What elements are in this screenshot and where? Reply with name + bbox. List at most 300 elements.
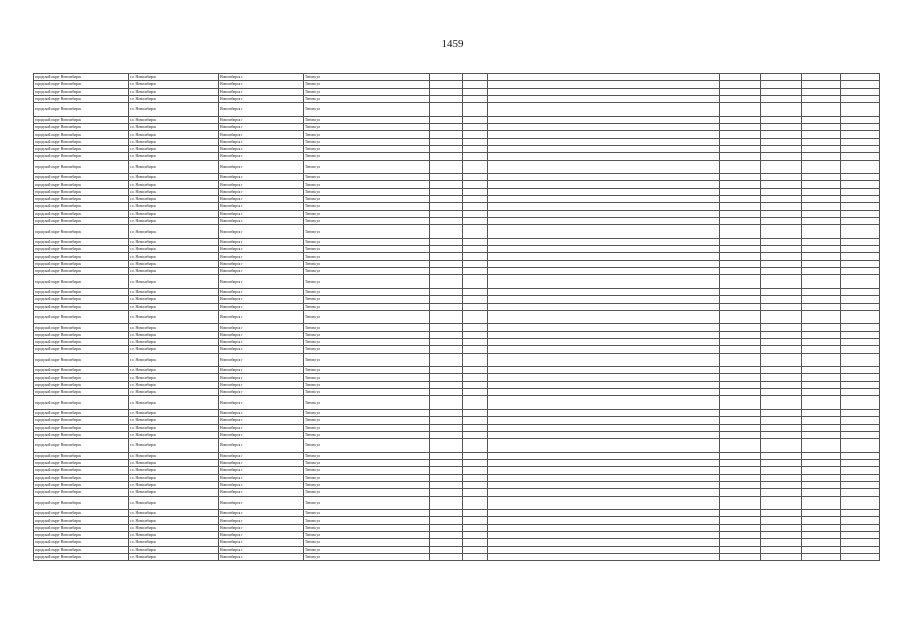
district-cell: г.о. Новосибирск <box>129 467 219 474</box>
municipality-cell: городской округ Новосибирск <box>34 246 129 253</box>
district-cell: г.о. Новосибирск <box>129 145 219 152</box>
district-cell: г.о. Новосибирск <box>129 246 219 253</box>
street-cell: Титова ул <box>304 238 430 245</box>
period-start-cell <box>802 546 841 553</box>
city-cell: Новосибирск г <box>219 524 304 531</box>
street-cell: Титова ул <box>304 181 430 188</box>
year-built-cell <box>463 81 488 88</box>
col-9-cell <box>761 103 802 117</box>
table-row <box>34 532 880 539</box>
table-row <box>34 160 880 174</box>
year-built-cell <box>463 196 488 203</box>
house-number-cell <box>430 524 463 531</box>
period-start-cell <box>802 481 841 488</box>
col-9-cell <box>761 310 802 324</box>
street-cell: Титова ул <box>304 296 430 303</box>
col-9-cell <box>761 181 802 188</box>
city-cell: Новосибирск г <box>219 288 304 295</box>
district-cell: г.о. Новосибирск <box>129 539 219 546</box>
city-cell: Новосибирск г <box>219 188 304 195</box>
period-end-cell <box>841 268 880 275</box>
col-8-cell <box>720 346 761 353</box>
col-8-cell <box>720 539 761 546</box>
municipality-cell: городской округ Новосибирск <box>34 116 129 123</box>
year-built-cell <box>463 153 488 160</box>
district-cell: г.о. Новосибирск <box>129 260 219 267</box>
col-9-cell <box>761 88 802 95</box>
work-type-cell <box>488 474 720 481</box>
period-end-cell <box>841 81 880 88</box>
city-cell: Новосибирск г <box>219 81 304 88</box>
period-start-cell <box>802 88 841 95</box>
street-cell: Титова ул <box>304 381 430 388</box>
period-end-cell <box>841 174 880 181</box>
district-cell: г.о. Новосибирск <box>129 460 219 467</box>
period-end-cell <box>841 517 880 524</box>
year-built-cell <box>463 381 488 388</box>
year-built-cell <box>463 532 488 539</box>
house-number-cell <box>430 324 463 331</box>
city-cell: Новосибирск г <box>219 124 304 131</box>
municipality-cell: городской округ Новосибирск <box>34 181 129 188</box>
col-9-cell <box>761 467 802 474</box>
city-cell: Новосибирск г <box>219 496 304 510</box>
municipality-cell: городской округ Новосибирск <box>34 346 129 353</box>
period-start-cell <box>802 260 841 267</box>
period-start-cell <box>802 210 841 217</box>
street-cell: Титова ул <box>304 553 430 560</box>
district-cell: г.о. Новосибирск <box>129 338 219 345</box>
work-type-cell <box>488 532 720 539</box>
district-cell: г.о. Новосибирск <box>129 288 219 295</box>
work-type-cell <box>488 124 720 131</box>
house-number-cell <box>430 496 463 510</box>
street-cell: Титова ул <box>304 474 430 481</box>
work-type-cell <box>488 324 720 331</box>
municipality-cell: городской округ Новосибирск <box>34 474 129 481</box>
year-built-cell <box>463 374 488 381</box>
municipality-cell: городской округ Новосибирск <box>34 460 129 467</box>
period-end-cell <box>841 389 880 396</box>
table-row <box>34 381 880 388</box>
house-number-cell <box>430 431 463 438</box>
work-type-cell <box>488 153 720 160</box>
house-number-cell <box>430 396 463 410</box>
street-cell: Титова ул <box>304 517 430 524</box>
city-cell: Новосибирск г <box>219 489 304 496</box>
period-start-cell <box>802 338 841 345</box>
district-cell: г.о. Новосибирск <box>129 181 219 188</box>
period-start-cell <box>802 296 841 303</box>
municipality-cell: городской округ Новосибирск <box>34 288 129 295</box>
city-cell: Новосибирск г <box>219 145 304 152</box>
district-cell: г.о. Новосибирск <box>129 532 219 539</box>
col-9-cell <box>761 174 802 181</box>
table-row <box>34 331 880 338</box>
city-cell: Новосибирск г <box>219 353 304 367</box>
municipality-cell: городской округ Новосибирск <box>34 260 129 267</box>
house-number-cell <box>430 174 463 181</box>
table-row <box>34 496 880 510</box>
district-cell: г.о. Новосибирск <box>129 310 219 324</box>
period-start-cell <box>802 74 841 81</box>
col-8-cell <box>720 210 761 217</box>
house-number-cell <box>430 452 463 459</box>
period-end-cell <box>841 145 880 152</box>
col-8-cell <box>720 88 761 95</box>
city-cell: Новосибирск г <box>219 116 304 123</box>
street-cell: Титова ул <box>304 88 430 95</box>
year-built-cell <box>463 288 488 295</box>
house-number-cell <box>430 467 463 474</box>
work-type-cell <box>488 517 720 524</box>
municipality-cell: городской округ Новосибирск <box>34 353 129 367</box>
period-start-cell <box>802 196 841 203</box>
house-number-cell <box>430 510 463 517</box>
work-type-cell <box>488 481 720 488</box>
street-cell: Титова ул <box>304 396 430 410</box>
house-number-cell <box>430 160 463 174</box>
col-9-cell <box>761 532 802 539</box>
col-8-cell <box>720 510 761 517</box>
house-number-cell <box>430 303 463 310</box>
period-end-cell <box>841 153 880 160</box>
table-row <box>34 303 880 310</box>
street-cell: Титова ул <box>304 160 430 174</box>
col-9-cell <box>761 496 802 510</box>
year-built-cell <box>463 124 488 131</box>
col-8-cell <box>720 431 761 438</box>
municipality-cell: городской округ Новосибирск <box>34 431 129 438</box>
district-cell: г.о. Новосибирск <box>129 417 219 424</box>
col-9-cell <box>761 296 802 303</box>
work-type-cell <box>488 381 720 388</box>
work-type-cell <box>488 417 720 424</box>
table-row <box>34 81 880 88</box>
work-type-cell <box>488 396 720 410</box>
municipality-cell: городской округ Новосибирск <box>34 88 129 95</box>
col-8-cell <box>720 181 761 188</box>
col-9-cell <box>761 346 802 353</box>
period-start-cell <box>802 181 841 188</box>
col-8-cell <box>720 474 761 481</box>
year-built-cell <box>463 331 488 338</box>
work-type-cell <box>488 539 720 546</box>
municipality-cell: городской округ Новосибирск <box>34 145 129 152</box>
house-number-cell <box>430 74 463 81</box>
municipality-cell: городской округ Новосибирск <box>34 174 129 181</box>
district-cell: г.о. Новосибирск <box>129 517 219 524</box>
street-cell: Титова ул <box>304 145 430 152</box>
district-cell: г.о. Новосибирск <box>129 389 219 396</box>
col-9-cell <box>761 217 802 224</box>
period-start-cell <box>802 539 841 546</box>
district-cell: г.о. Новосибирск <box>129 138 219 145</box>
table-row <box>34 439 880 453</box>
district-cell: г.о. Новосибирск <box>129 153 219 160</box>
city-cell: Новосибирск г <box>219 553 304 560</box>
col-9-cell <box>761 460 802 467</box>
period-start-cell <box>802 367 841 374</box>
year-built-cell <box>463 417 488 424</box>
city-cell: Новосибирск г <box>219 424 304 431</box>
district-cell: г.о. Новосибирск <box>129 88 219 95</box>
period-start-cell <box>802 524 841 531</box>
period-end-cell <box>841 238 880 245</box>
street-cell: Титова ул <box>304 417 430 424</box>
house-number-cell <box>430 474 463 481</box>
work-type-cell <box>488 238 720 245</box>
period-end-cell <box>841 338 880 345</box>
table-row <box>34 396 880 410</box>
col-8-cell <box>720 260 761 267</box>
work-type-cell <box>488 268 720 275</box>
year-built-cell <box>463 253 488 260</box>
period-start-cell <box>802 238 841 245</box>
period-start-cell <box>802 174 841 181</box>
district-cell: г.о. Новосибирск <box>129 253 219 260</box>
period-end-cell <box>841 474 880 481</box>
col-8-cell <box>720 396 761 410</box>
street-cell: Титова ул <box>304 524 430 531</box>
col-8-cell <box>720 546 761 553</box>
municipality-cell: городской округ Новосибирск <box>34 467 129 474</box>
period-end-cell <box>841 346 880 353</box>
col-8-cell <box>720 145 761 152</box>
municipality-cell: городской округ Новосибирск <box>34 524 129 531</box>
house-number-cell <box>430 246 463 253</box>
city-cell: Новосибирск г <box>219 389 304 396</box>
col-8-cell <box>720 174 761 181</box>
work-type-cell <box>488 81 720 88</box>
col-8-cell <box>720 303 761 310</box>
period-start-cell <box>802 131 841 138</box>
district-cell: г.о. Новосибирск <box>129 324 219 331</box>
year-built-cell <box>463 188 488 195</box>
street-cell: Титова ул <box>304 217 430 224</box>
period-end-cell <box>841 303 880 310</box>
year-built-cell <box>463 389 488 396</box>
table-row <box>34 217 880 224</box>
col-8-cell <box>720 417 761 424</box>
period-start-cell <box>802 467 841 474</box>
col-9-cell <box>761 74 802 81</box>
house-number-cell <box>430 374 463 381</box>
city-cell: Новосибирск г <box>219 417 304 424</box>
col-8-cell <box>720 310 761 324</box>
period-end-cell <box>841 524 880 531</box>
district-cell: г.о. Новосибирск <box>129 346 219 353</box>
house-number-cell <box>430 310 463 324</box>
table-row <box>34 95 880 102</box>
house-number-cell <box>430 81 463 88</box>
house-number-cell <box>430 353 463 367</box>
period-end-cell <box>841 260 880 267</box>
col-8-cell <box>720 153 761 160</box>
table-row <box>34 268 880 275</box>
city-cell: Новосибирск г <box>219 246 304 253</box>
municipality-cell: городской округ Новосибирск <box>34 367 129 374</box>
col-8-cell <box>720 81 761 88</box>
col-9-cell <box>761 95 802 102</box>
col-8-cell <box>720 481 761 488</box>
house-number-cell <box>430 88 463 95</box>
col-9-cell <box>761 539 802 546</box>
municipality-cell: городской округ Новосибирск <box>34 517 129 524</box>
municipality-cell: городской округ Новосибирск <box>34 338 129 345</box>
col-8-cell <box>720 553 761 560</box>
municipality-cell: городской округ Новосибирск <box>34 481 129 488</box>
year-built-cell <box>463 103 488 117</box>
municipality-cell: городской округ Новосибирск <box>34 409 129 416</box>
district-cell: г.о. Новосибирск <box>129 217 219 224</box>
year-built-cell <box>463 217 488 224</box>
col-8-cell <box>720 517 761 524</box>
street-cell: Титова ул <box>304 138 430 145</box>
city-cell: Новосибирск г <box>219 275 304 289</box>
table-row <box>34 524 880 531</box>
work-type-cell <box>488 439 720 453</box>
period-start-cell <box>802 275 841 289</box>
period-start-cell <box>802 381 841 388</box>
house-number-cell <box>430 131 463 138</box>
year-built-cell <box>463 452 488 459</box>
street-cell: Титова ул <box>304 353 430 367</box>
street-cell: Титова ул <box>304 510 430 517</box>
district-cell: г.о. Новосибирск <box>129 396 219 410</box>
period-end-cell <box>841 331 880 338</box>
city-cell: Новосибирск г <box>219 431 304 438</box>
period-end-cell <box>841 275 880 289</box>
table-row <box>34 253 880 260</box>
work-type-cell <box>488 95 720 102</box>
street-cell: Титова ул <box>304 539 430 546</box>
district-cell: г.о. Новосибирск <box>129 203 219 210</box>
municipality-cell: городской округ Новосибирск <box>34 203 129 210</box>
period-end-cell <box>841 510 880 517</box>
house-number-cell <box>430 95 463 102</box>
period-start-cell <box>802 188 841 195</box>
city-cell: Новосибирск г <box>219 346 304 353</box>
work-type-cell <box>488 74 720 81</box>
city-cell: Новосибирск г <box>219 546 304 553</box>
district-cell: г.о. Новосибирск <box>129 95 219 102</box>
district-cell: г.о. Новосибирск <box>129 124 219 131</box>
col-9-cell <box>761 81 802 88</box>
table-row <box>34 203 880 210</box>
col-9-cell <box>761 510 802 517</box>
city-cell: Новосибирск г <box>219 467 304 474</box>
page-number: 1459 <box>441 38 464 50</box>
table-row <box>34 174 880 181</box>
col-8-cell <box>720 460 761 467</box>
col-9-cell <box>761 424 802 431</box>
period-end-cell <box>841 124 880 131</box>
table-row <box>34 353 880 367</box>
city-cell: Новосибирск г <box>219 367 304 374</box>
house-number-cell <box>430 389 463 396</box>
year-built-cell <box>463 338 488 345</box>
table-row <box>34 288 880 295</box>
municipality-cell: городской округ Новосибирск <box>34 160 129 174</box>
district-cell: г.о. Новосибирск <box>129 103 219 117</box>
work-type-cell <box>488 353 720 367</box>
house-number-cell <box>430 253 463 260</box>
year-built-cell <box>463 174 488 181</box>
period-end-cell <box>841 481 880 488</box>
house-number-cell <box>430 367 463 374</box>
city-cell: Новосибирск г <box>219 409 304 416</box>
col-8-cell <box>720 331 761 338</box>
col-9-cell <box>761 524 802 531</box>
municipality-cell: городской округ Новосибирск <box>34 489 129 496</box>
table-row <box>34 481 880 488</box>
work-type-cell <box>488 303 720 310</box>
table-row <box>34 296 880 303</box>
table-row <box>34 424 880 431</box>
work-type-cell <box>488 88 720 95</box>
street-cell: Титова ул <box>304 260 430 267</box>
year-built-cell <box>463 439 488 453</box>
period-end-cell <box>841 417 880 424</box>
period-end-cell <box>841 553 880 560</box>
municipality-cell: городской округ Новосибирск <box>34 138 129 145</box>
street-cell: Титова ул <box>304 467 430 474</box>
house-number-cell <box>430 103 463 117</box>
period-end-cell <box>841 532 880 539</box>
house-number-cell <box>430 288 463 295</box>
table-row <box>34 452 880 459</box>
municipality-cell: городской округ Новосибирск <box>34 389 129 396</box>
street-cell: Титова ул <box>304 225 430 239</box>
period-start-cell <box>802 353 841 367</box>
col-8-cell <box>720 367 761 374</box>
work-type-cell <box>488 260 720 267</box>
period-end-cell <box>841 253 880 260</box>
period-start-cell <box>802 103 841 117</box>
city-cell: Новосибирск г <box>219 160 304 174</box>
municipality-cell: городской округ Новосибирск <box>34 188 129 195</box>
street-cell: Титова ул <box>304 374 430 381</box>
house-number-cell <box>430 381 463 388</box>
city-cell: Новосибирск г <box>219 217 304 224</box>
col-8-cell <box>720 452 761 459</box>
col-8-cell <box>720 131 761 138</box>
year-built-cell <box>463 510 488 517</box>
col-9-cell <box>761 131 802 138</box>
city-cell: Новосибирск г <box>219 439 304 453</box>
year-built-cell <box>463 496 488 510</box>
street-cell: Титова ул <box>304 81 430 88</box>
house-number-cell <box>430 203 463 210</box>
col-8-cell <box>720 275 761 289</box>
city-cell: Новосибирск г <box>219 338 304 345</box>
period-start-cell <box>802 439 841 453</box>
year-built-cell <box>463 517 488 524</box>
house-number-cell <box>430 196 463 203</box>
table-row <box>34 409 880 416</box>
col-9-cell <box>761 389 802 396</box>
year-built-cell <box>463 546 488 553</box>
year-built-cell <box>463 95 488 102</box>
col-8-cell <box>720 196 761 203</box>
municipality-cell: городской округ Новосибирск <box>34 253 129 260</box>
city-cell: Новосибирск г <box>219 460 304 467</box>
year-built-cell <box>463 131 488 138</box>
table-row <box>34 374 880 381</box>
col-9-cell <box>761 238 802 245</box>
period-start-cell <box>802 409 841 416</box>
